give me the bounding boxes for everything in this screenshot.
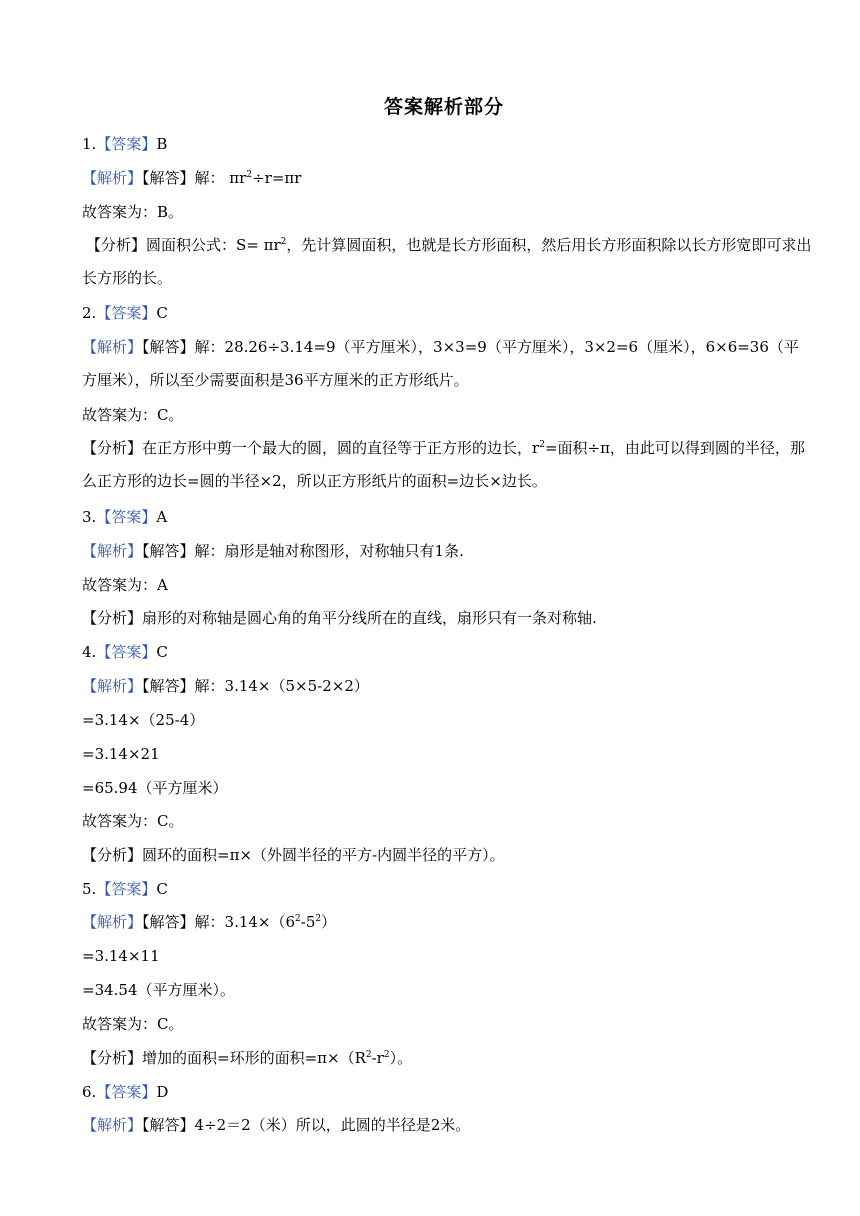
- q1-solution: 【解析】【解答】解： $\pi r^2\div r=\pi r$: [82, 169, 302, 187]
- answer-tag: 【答案】: [96, 508, 157, 526]
- q6-answer: D: [156, 1083, 169, 1101]
- q1-conclusion: 故答案为：B。: [82, 203, 184, 221]
- answer-tag: 【答案】: [96, 880, 157, 898]
- q5-number: 5: [82, 880, 92, 898]
- q4-conclusion: 故答案为：C。: [82, 812, 184, 830]
- q3-analysis: 【分析】扇形的对称轴是圆心角的角平分线所在的直线，扇形只有一条对称轴.: [82, 609, 597, 627]
- jiexi-tag: 【解析】: [82, 1116, 143, 1134]
- q5-solution: 【解析】【解答】解：$3.14\times(6^2-5^2)$: [82, 913, 337, 931]
- q3-solution: 【解析】【解答】解：扇形是轴对称图形，对称轴只有1条.: [82, 542, 464, 560]
- q6-answer-line: 6.【答案】D: [82, 1083, 169, 1101]
- q3-answer-line: 3.【答案】A: [82, 508, 168, 526]
- jieda-tag: 【解答】: [142, 542, 195, 560]
- q1-answer: B: [156, 135, 168, 153]
- q4-step: =3.14×21: [82, 745, 160, 763]
- q3-answer: A: [156, 508, 168, 526]
- jiexi-tag: 【解析】: [82, 913, 143, 931]
- q2-answer: C: [156, 304, 168, 322]
- q5-conclusion: 故答案为：C。: [82, 1015, 184, 1033]
- q3-number: 3: [82, 508, 92, 526]
- q4-solution: 【解析】【解答】解：3.14×（5×5-2×2）: [82, 677, 369, 695]
- jiexi-tag: 【解析】: [82, 677, 143, 695]
- q5-answer: C: [156, 880, 168, 898]
- q5-answer-line: 5.【答案】C: [82, 880, 168, 898]
- q3-conclusion: 故答案为：A: [82, 576, 168, 594]
- q5-step: =34.54（平方厘米）。: [82, 981, 236, 999]
- fenxi-tag: 【分析】: [82, 846, 143, 864]
- fenxi-tag: 【分析】: [86, 236, 147, 254]
- answer-tag: 【答案】: [96, 643, 157, 661]
- q4-answer-line: 4.【答案】C: [82, 643, 168, 661]
- page-title: 答案解析部分: [383, 96, 504, 118]
- answer-tag: 【答案】: [96, 135, 157, 153]
- jieda-tag: 【解答】: [142, 338, 195, 356]
- fenxi-tag: 【分析】: [82, 439, 143, 457]
- fenxi-tag: 【分析】: [82, 609, 143, 627]
- q2-analysis: 【分析】在正方形中剪一个最大的圆，圆的直径等于正方形的边长，$r^2=$面积÷π，由此可以得到圆的半径，那么正方形的边长=圆的半径×2，所以正方形纸片的面积=边长×边长。: [82, 439, 805, 490]
- jiexi-tag: 【解析】: [82, 542, 143, 560]
- jieda-tag: 【解答】: [142, 169, 195, 187]
- q2-conclusion: 故答案为：C。: [82, 406, 184, 424]
- q4-step: =3.14×（25-4）: [82, 711, 205, 729]
- fenxi-tag: 【分析】: [82, 1049, 143, 1067]
- jieda-tag: 【解答】: [142, 1116, 195, 1134]
- q2-answer-line: 2.【答案】C: [82, 304, 168, 322]
- q4-number: 4: [82, 643, 92, 661]
- q5-step: =3.14×11: [82, 947, 160, 965]
- answer-tag: 【答案】: [96, 1083, 157, 1101]
- q6-solution: 【解析】【解答】4÷2＝2（米）所以，此圆的半径是2米。: [82, 1116, 471, 1134]
- q1-number: 1: [82, 135, 92, 153]
- q1-answer-line: 1.【答案】B: [82, 135, 168, 153]
- jiexi-tag: 【解析】: [82, 338, 143, 356]
- q6-number: 6: [82, 1083, 92, 1101]
- q4-analysis: 【分析】圆环的面积=π×（外圆半径的平方-内圆半径的平方）。: [82, 846, 505, 864]
- answer-tag: 【答案】: [96, 304, 157, 322]
- q1-analysis: 【分析】圆面积公式：$S= \pi r^2$，先计算圆面积，也就是长方形面积，然后用长方形面积除以长方形宽即可求出长方形的长。: [82, 236, 812, 287]
- q4-step: =65.94（平方厘米）: [82, 779, 228, 797]
- q2-solution: 【解析】【解答】解：28.26÷3.14=9（平方厘米），3×3=9（平方厘米），3×2=6（厘米），6×6=36（平方厘米），所以至少需要面积是36平方厘米的正方形纸片。: [82, 338, 799, 389]
- q5-analysis: 【分析】增加的面积=环形的面积$=\pi\times(R^2-r^2)$。: [82, 1049, 413, 1067]
- jiexi-tag: 【解析】: [82, 169, 143, 187]
- q2-number: 2: [82, 304, 92, 322]
- q4-answer: C: [156, 643, 168, 661]
- jieda-tag: 【解答】: [142, 677, 195, 695]
- jieda-tag: 【解答】: [142, 913, 195, 931]
